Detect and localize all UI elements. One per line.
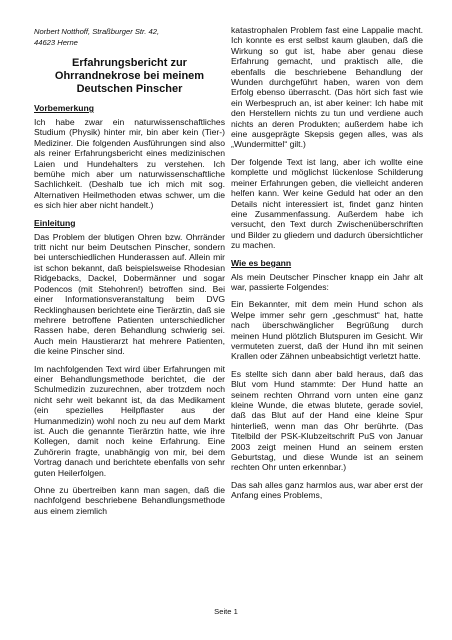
paragraph: Als mein Deutscher Pinscher knapp ein Jahr alt war, passierte Folgendes:: [231, 271, 423, 292]
section-heading: Wie es begann: [231, 257, 292, 268]
page-number: Seite 1: [214, 607, 238, 616]
section-einleitung: [34, 218, 225, 517]
section-heading: Vorbemerkung: [34, 103, 95, 113]
paragraph: Ein Bekannter, mit dem mein Hund schon als Welpe immer sehr gern „geschmust“ hat, hatte nach überschwänglicher Begrüßung durch meinen Hund plötzlich Blutspuren im Gesicht. Wir vermuteten zuerst, daß der Hund ihn mit seinen Krallen oder Zähnen unbeabsichtigt verletzt hatte.: [231, 299, 423, 362]
left-column: [34, 103, 225, 523]
paragraph: Es stellte sich dann aber bald heraus, daß das Blut vom Hund stammte: Der Hund hatte an seinem rechten Ohrrand vorn unten eine ganz kleine Wunde, die etwas blutete, gerade soviel, daß das Blut auf der Hand eine kleine Spur hinterließ, wenn man das Ohr berührte. (Das Titelbild der PSK-Klubzeitschrift PuS von Januar 2003 zeigt meinen Hund an seinem ersten Geburtstag, und diese Wunde ist an seinem rechten Ohr unten erkennbar.): [231, 368, 423, 473]
paragraph: Das Problem der blutigen Ohren bzw. Ohrränder tritt nicht nur beim Deutschen Pinscher, sondern bei unterschiedlichen Hunderassen auf. Allein mir ist schon bekannt, daß beispielsweise Rhodesian Ridgebacks, Dackel, Dobermänner und sogar Podencos (mit Stehohren!) betroffen sind. Bei einer Informationsveranstaltung beim DVG Recklinghausen berichtete eine Tierärztin, daß sie mehrere betroffene Patienten unterschiedlicher Rassen habe, deren Behandlung schwierig sei. Auch mein Haustierarzt hat mehrere Patienten, die keine Pinscher sind.: [34, 231, 225, 357]
section-wie-es-begann: [231, 258, 423, 501]
section-continuation: [231, 25, 423, 251]
section-heading: Einleitung: [34, 217, 76, 228]
right-column: [231, 25, 423, 508]
author-address: Norbert Notthoff, Straßburger Str. 42, 44623 Herne: [34, 27, 160, 47]
paragraph: Im nachfolgenden Text wird über Erfahrungen mit einer Behandlungsmethode berichtet, die der Schulmedizin zuzurechnen, aber trotzdem noch nicht sehr weit bekannt ist, da das Medikament (ein spezielles Heilpflaster aus der Humanmedizin) wohl noch zu neu auf dem Markt ist. Auch die genannte Tierärztin hatte, wie ihre Kollegen, damit noch keine Erfahrung. Eine Zuhörerin fragte, unabhängig von mir, bei dem Vortrag danach und berichtete ebenfalls von sehr guten Heilerfolgen.: [34, 363, 225, 478]
paragraph: Ich habe zwar ein naturwissenschaftliches Studium (Physik) hinter mir, bin aber kein (Tier-) Mediziner. Die folgenden Ausführungen sind also als reiner Erfahrungsbericht eines medizinischen Laien und Hundehalters zu verstehen. Ich bemühe mich aber um naturwissenschaftliche Sachlichkeit. (Deshalb tue ich mich mit sog. Alternativen Heilmethoden etwas schwer, um die es sich hier aber nicht handelt.): [34, 117, 225, 211]
paragraph: Das sah alles ganz harmlos aus, war aber erst der Anfang eines Problems,: [231, 479, 423, 501]
document-title: Erfahrungsbericht zur Ohrrandnekrose bei meinem Deutschen Pinscher: [54, 57, 205, 96]
section-vorbemerkung: [34, 103, 225, 211]
paragraph: Ohne zu übertreiben kann man sagen, daß die nachfolgend beschriebene Behandlungsmethode aus einem ziemlich: [34, 485, 225, 516]
paragraph: katastrophalen Problem fast eine Lappalie macht. Ich konnte es erst selbst kaum glauben, daß die Wirkung so gut ist, habe aber genau diese Erfahrung gemacht, und praktisch alle, die ebenfalls die beschriebene Behandlung der Wunden durchgeführt haben, waren von dem Erfolg ebenso überrascht. (Das hört sich fast wie ein Werbespruch an, ist aber keiner: Ich habe mit den Herstellern nichts zu tun und verdiene auch nichts an deren Produkten; außerdem habe ich eine ausgeprägte Skepsis gegen alles, was als „Wundermittel“ gilt.): [231, 25, 423, 150]
paragraph: Der folgende Text ist lang, aber ich wollte eine komplette und möglichst lückenlose Schilderung meiner Erfahrungen geben, die vielleicht anderen helfen kann. Wer keine Geduld hat oder an den Details nicht interessiert ist, findet ganz hinten eine Zusammenfassung. Außerdem habe ich versucht, den Text durch Zwischenüberschriften und Bilder zu gliedern und dadurch übersichtlicher zu machen.: [231, 156, 423, 251]
